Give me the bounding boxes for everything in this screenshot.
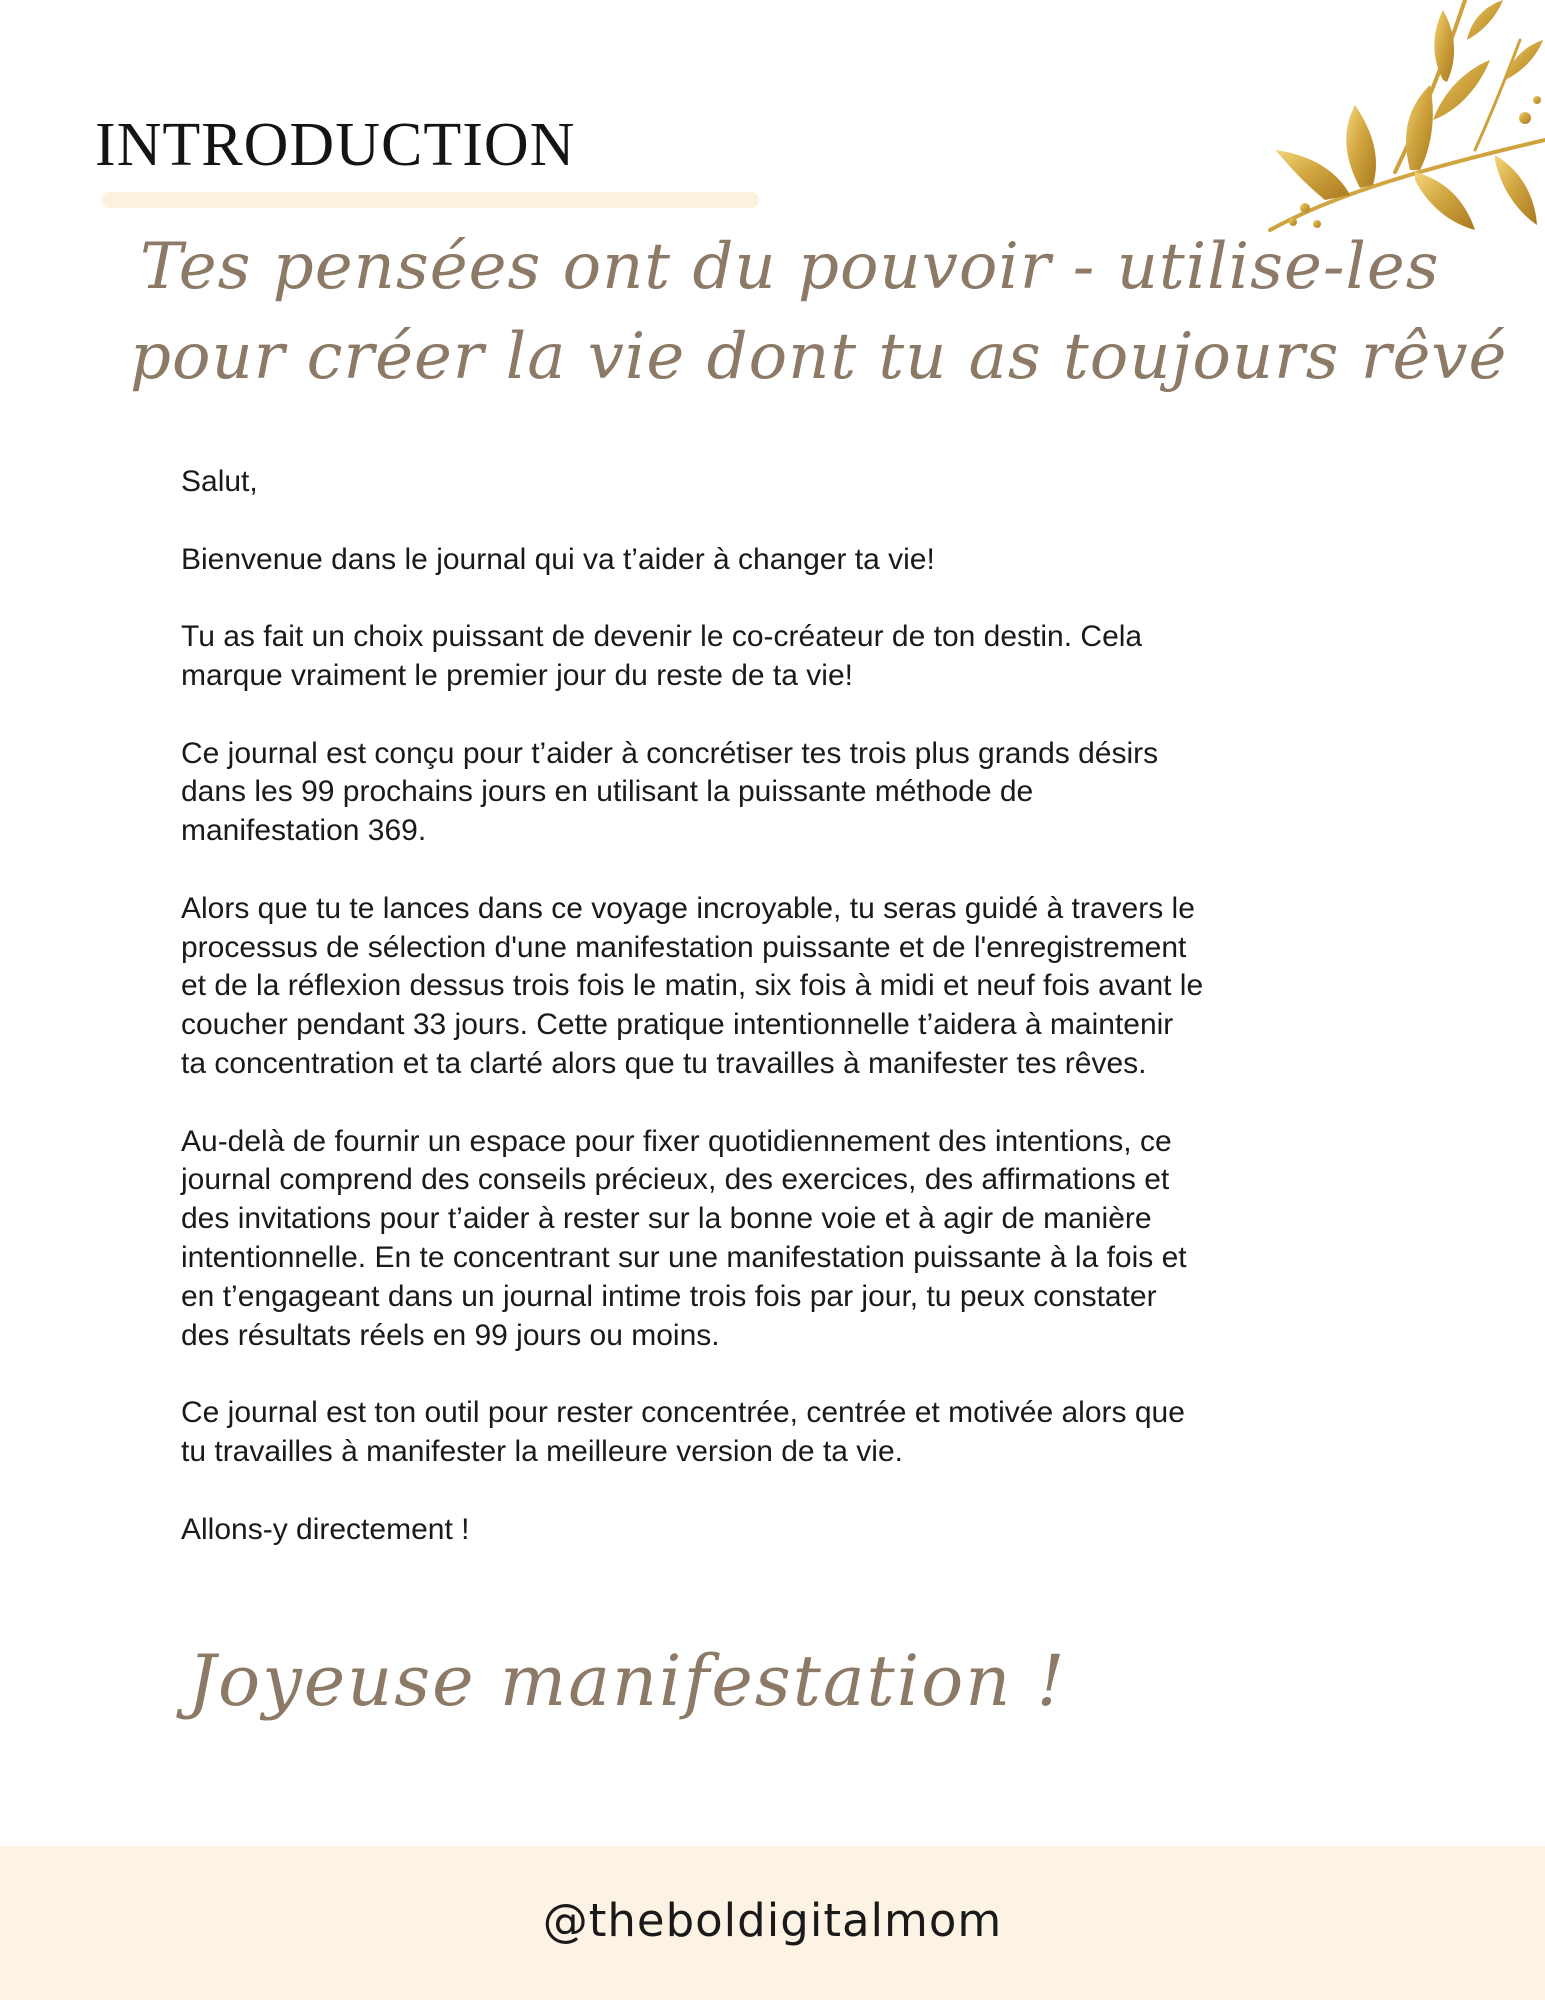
paragraph	[181, 618, 1431, 696]
paragraph-line: des résultats réels en 99 jours ou moins.	[181, 1318, 720, 1352]
signoff: Joyeuse manifestation !	[188, 1640, 1067, 1722]
paragraph-line: journal comprend des conseils précieux, des exercices, des affirmations et	[181, 1163, 1170, 1197]
intro-letter	[181, 463, 1431, 1588]
heading-block	[95, 108, 775, 182]
paragraph-line: intentionnelle. En te concentrant sur une manifestation puissante à la fois et	[181, 1240, 1187, 1274]
paragraph-line: Au-delà de fournir un espace pour fixer quotidiennement des intentions, ce	[181, 1124, 1172, 1158]
paragraph-line: ta concentration et ta clarté alors que tu travailles à manifester tes rêves.	[181, 1046, 1147, 1080]
paragraph-line: coucher pendant 33 jours. Cette pratique intentionnelle t’aidera à maintenir	[181, 1008, 1174, 1042]
paragraph-line: tu travailles à manifester la meilleure version de ta vie.	[181, 1434, 903, 1468]
paragraph-line: Allons-y directement !	[181, 1512, 470, 1546]
paragraph-line: processus de sélection d'une manifestation puissante et de l'enregistrement	[181, 930, 1187, 964]
paragraph	[181, 1511, 1431, 1550]
paragraph-line: Bienvenue dans le journal qui va t’aider à changer ta vie!	[181, 542, 935, 576]
greeting	[181, 463, 1431, 502]
paragraph-line: marque vraiment le premier jour du reste de ta vie!	[181, 658, 853, 692]
paragraph-line: en t’engageant dans un journal intime trois fois par jour, tu peux constater	[181, 1279, 1157, 1313]
paragraph-line: manifestation 369.	[181, 814, 427, 848]
tagline	[130, 222, 1508, 402]
paragraph-line: Ce journal est ton outil pour rester concentrée, centrée et motivée alors que	[181, 1396, 1185, 1430]
social-handle: @theboldigitalmom	[542, 1894, 1003, 1947]
paragraph	[181, 1123, 1431, 1356]
paragraph-line: et de la réflexion dessus trois fois le matin, six fois à midi et neuf fois avant le	[181, 969, 1204, 1003]
paragraph-line: Ce journal est conçu pour t’aider à concrétiser tes trois plus grands désirs	[181, 736, 1159, 770]
paragraph-line: des invitations pour t’aider à rester sur la bonne voie et à agir de manière	[181, 1202, 1152, 1236]
paragraph-line: Alors que tu te lances dans ce voyage incroyable, tu seras guidé à travers le	[181, 891, 1195, 925]
tagline-line: Tes pensées ont du pouvoir - utilise-les	[140, 230, 1440, 304]
tagline-line: pour créer la vie dont tu as toujours rêvé	[130, 320, 1508, 394]
paragraph-line: dans les 99 prochains jours en utilisant la puissante méthode de	[181, 775, 1034, 809]
page-title: INTRODUCTION	[95, 111, 576, 179]
heading-underline	[101, 192, 759, 208]
paragraph	[181, 735, 1431, 851]
paragraph-line: Tu as fait un choix puissant de devenir le co-créateur de ton destin. Cela	[181, 620, 1143, 654]
paragraph	[181, 1394, 1431, 1472]
paragraph-line: Salut,	[181, 465, 258, 498]
footer	[0, 1846, 1545, 2000]
paragraph	[181, 541, 1431, 580]
paragraph	[181, 890, 1431, 1084]
